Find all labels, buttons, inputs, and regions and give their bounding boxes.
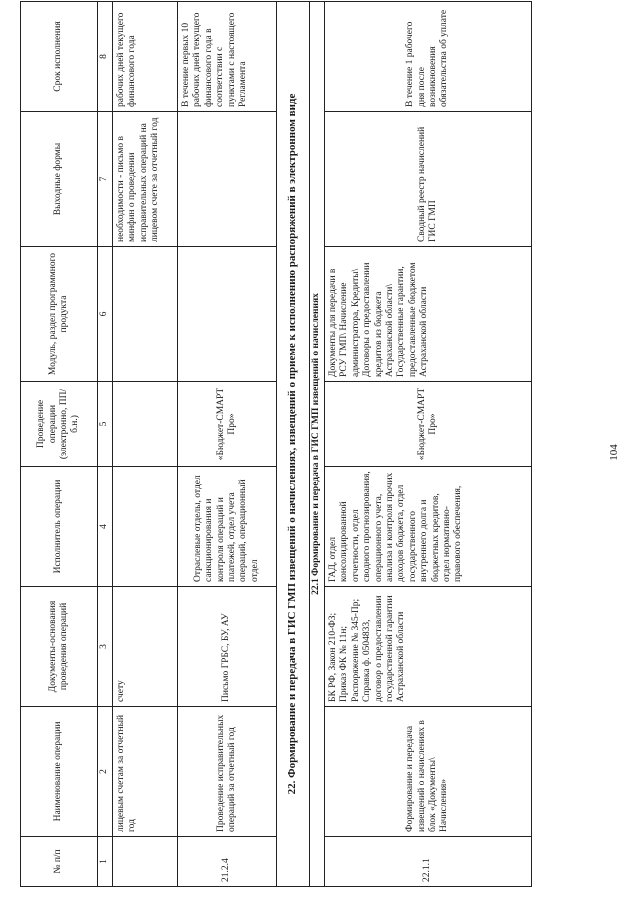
header-cell: Документы-основания проведения операций: [21, 587, 98, 707]
column-number: 1: [98, 837, 113, 887]
operations-table: [20, 1, 532, 887]
row-number: [113, 837, 178, 887]
subsection-heading-row: [310, 2, 325, 887]
page-number: 104: [608, 444, 620, 461]
deadline: В течение 1 рабочего дня после возникновения обязательства об уплате: [325, 2, 532, 112]
operation-name: лицевым счетам за отчетный год: [113, 707, 178, 837]
column-number: 7: [98, 112, 113, 247]
header-cell: Модуль, раздел программного продукта: [21, 247, 98, 382]
header-cell: № п/п: [21, 837, 98, 887]
operation-mode: «Бюджет-СМАРТ Про»: [325, 382, 532, 467]
basis-documents: счету: [113, 587, 178, 707]
operation-mode: «Бюджет-СМАРТ Про»: [178, 382, 277, 467]
table-row: [325, 2, 532, 887]
software-module: Документы для передачи в РСУ ГМП\ Начисление администратора, Кредиты\ Договоры о предоставлении кредитов из бюджета Астраханской области\ Государственные гарантии, предоставленные бюджетом Астраханской области: [325, 247, 532, 382]
row-number: 22.1.1: [325, 837, 532, 887]
table-row: [178, 2, 277, 887]
operation-name: Проведение исправительных операций за отчетный год: [178, 707, 277, 837]
section-title: 22. Формирование и передача в ГИС ГМП извещений о начислениях, извещений о приеме к исполнению распоряжений в электронном виде: [277, 2, 310, 887]
header-cell: Исполнитель операции: [21, 467, 98, 587]
table-row: [113, 2, 178, 887]
software-module: [113, 247, 178, 382]
subsection-title: 22.1 Формирование и передача в ГИС ГМП извещений о начислениях: [310, 2, 325, 887]
section-heading-row: [277, 2, 310, 887]
basis-documents: Письмо ГРБС, БУ, АУ: [178, 587, 277, 707]
output-forms: [178, 112, 277, 247]
software-module: [178, 247, 277, 382]
operation-executor: ГАД, отдел консолидированной отчетности, отдел сводного прогнозирования, операционного учета, анализа и контроля прочих доходов бюджета, отдел государственного внутреннего долга и бюджетных кредитов, отдел нормативно-правового обеспечения,: [325, 467, 532, 587]
deadline: В течение первых 10 рабочих дней текущего финансового года в соответствии с пунктами с настоящего Регламента: [178, 2, 277, 112]
output-forms: Сводный реестр начислений ГИС ГМП: [325, 112, 532, 247]
table-header-row: [21, 2, 98, 887]
column-number: 8: [98, 2, 113, 112]
header-cell: Проведение операции (электронно, ПП/б.н.): [21, 382, 98, 467]
header-cell: Выходные формы: [21, 112, 98, 247]
column-number: 5: [98, 382, 113, 467]
operation-name: Формирование и передача извещений о начислениях в блок «Документы\ Начисления»: [325, 707, 532, 837]
output-forms: необходимости - письмо в минфин о проведении исправительных операций на лицевом счете за отчетный год: [113, 112, 178, 247]
basis-documents: БК РФ, Закон 210-ФЗ; Приказ ФК № 11н; Распоряжение № 345-Пр; Справка ф. 0504833, договор о предоставлении государственной гарантии Астраханской области: [325, 587, 532, 707]
deadline: рабочих дней текущего финансового года: [113, 2, 178, 112]
column-number: 3: [98, 587, 113, 707]
operation-mode: [113, 382, 178, 467]
operation-executor: Отраслевые отделы, отдел санкционирования и контроля операций и платежей, отдел учета операций, операционный отдел: [178, 467, 277, 587]
header-cell: Срок исполнения: [21, 2, 98, 112]
header-cell: Наименование операции: [21, 707, 98, 837]
row-number: 21.2.4: [178, 837, 277, 887]
operation-executor: [113, 467, 178, 587]
column-number: 2: [98, 707, 113, 837]
column-number: 4: [98, 467, 113, 587]
column-number: 6: [98, 247, 113, 382]
column-number-row: [98, 2, 113, 887]
